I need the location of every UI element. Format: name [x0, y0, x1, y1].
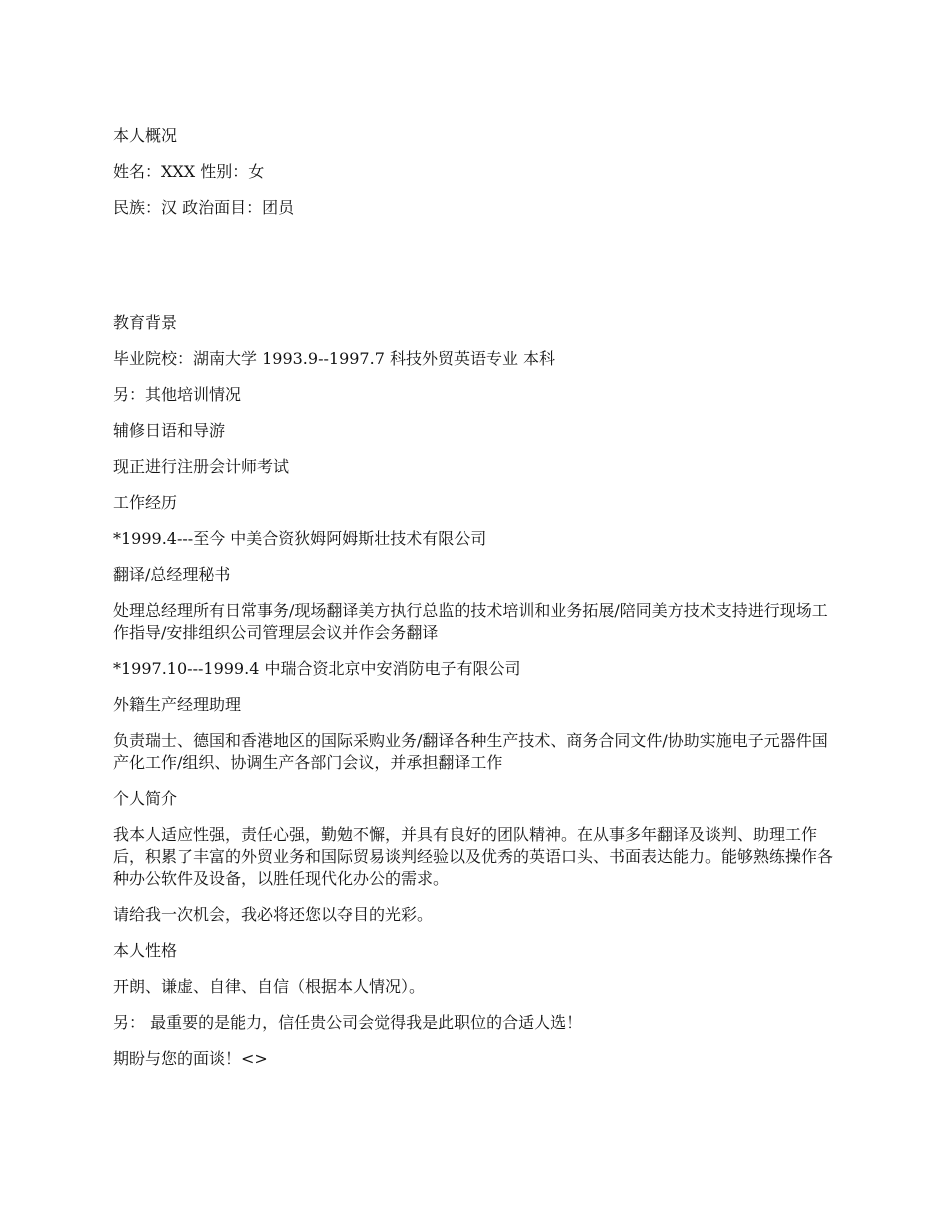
job2-duties: 负责瑞士、德国和香港地区的国际采购业务/翻译各种生产技术、商务合同文件/协助实施电子元器件国产化工作/组织、协调生产各部门会议，并承担翻译工作	[113, 731, 828, 772]
job2-role: 外籍生产经理助理	[113, 695, 242, 714]
education-heading: 教育背景	[113, 313, 178, 332]
name-gender-line: 姓名：XXX 性别：女	[113, 162, 265, 181]
note-line: 另： 最重要的是能力，信任贵公司会觉得我是此职位的合适人选！	[113, 1013, 583, 1032]
job1-title-line: *1999.4---至今 中美合资狄姆阿姆斯壮技术有限公司	[113, 529, 487, 548]
resume-document	[113, 125, 843, 1084]
intro-body: 我本人适应性强，责任心强，勤勉不懈，并具有良好的团队精神。在从事多年翻译及谈判、助理工作后，积累了丰富的外贸业务和国际贸易谈判经验以及优秀的英语口头、书面表达能力。能够熟练操作各种办公软件及设备，以胜任现代化办公的需求。	[113, 825, 834, 888]
closing-line: 期盼与您的面谈！<>	[113, 1049, 268, 1068]
minor-line: 辅修日语和导游	[113, 421, 226, 440]
job1-role: 翻译/总经理秘书	[113, 565, 231, 584]
job2-title-line: *1997.10---1999.4 中瑞合资北京中安消防电子有限公司	[113, 659, 521, 678]
section-gap	[113, 233, 843, 312]
profile-heading: 本人概况	[113, 126, 178, 145]
traits-line: 开朗、谦虚、自律、自信（根据本人情况）。	[113, 977, 426, 996]
work-heading: 工作经历	[113, 493, 178, 512]
personality-heading: 本人性格	[113, 941, 178, 960]
current-exam-line: 现正进行注册会计师考试	[113, 457, 290, 476]
chance-line: 请给我一次机会，我必将还您以夺目的光彩。	[113, 905, 434, 924]
school-line: 毕业院校：湖南大学 1993.9--1997.7 科技外贸英语专业 本科	[113, 349, 556, 368]
other-training-line: 另：其他培训情况	[113, 385, 242, 404]
intro-heading: 个人简介	[113, 789, 178, 808]
ethnicity-politics-line: 民族：汉 政治面目：团员	[113, 198, 295, 217]
job1-duties: 处理总经理所有日常事务/现场翻译美方执行总监的技术培训和业务拓展/陪同美方技术支持进行现场工作指导/安排组织公司管理层会议并作会务翻译	[113, 601, 828, 642]
